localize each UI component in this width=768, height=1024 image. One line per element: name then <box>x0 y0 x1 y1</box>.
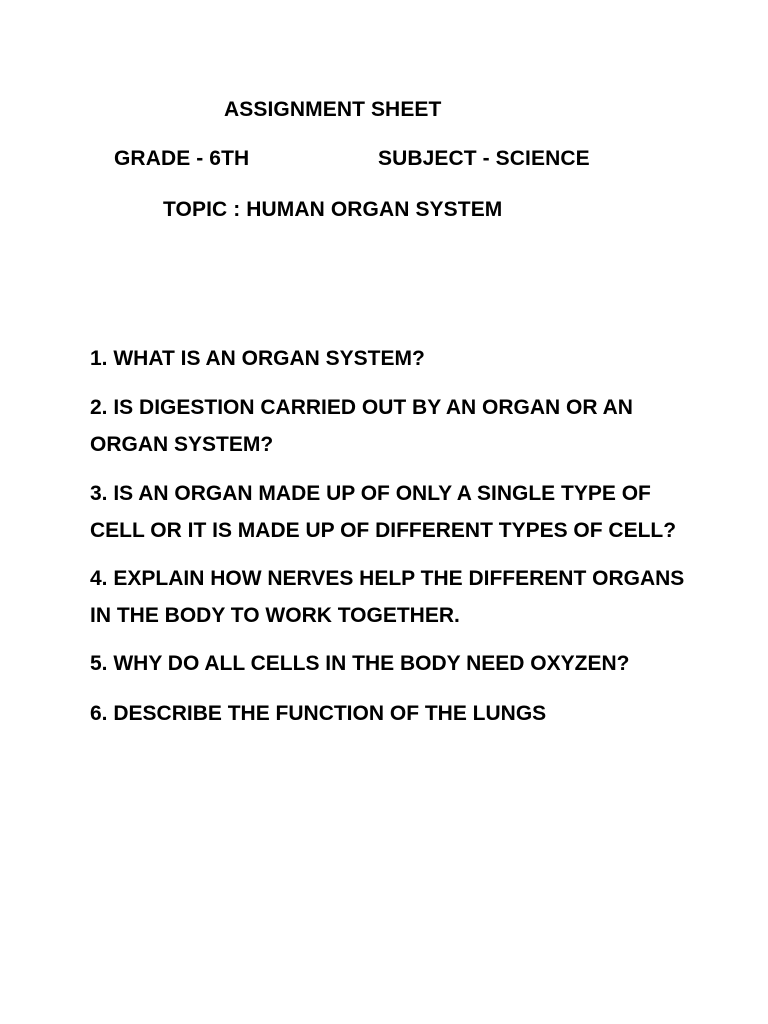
topic-label: TOPIC : HUMAN ORGAN SYSTEM <box>163 198 503 221</box>
question-1: 1. WHAT IS AN ORGAN SYSTEM? <box>90 347 425 370</box>
subject-label: SUBJECT - SCIENCE <box>378 147 590 170</box>
question-2: 2. IS DIGESTION CARRIED OUT BY AN ORGAN OR AN ORGAN SYSTEM? <box>90 396 633 456</box>
question-5: 5. WHY DO ALL CELLS IN THE BODY NEED OXYZEN? <box>90 652 630 675</box>
question-4: 4. EXPLAIN HOW NERVES HELP THE DIFFERENT ORGANS IN THE BODY TO WORK TOGETHER. <box>90 567 685 627</box>
question-6: 6. DESCRIBE THE FUNCTION OF THE LUNGS <box>90 702 547 725</box>
question-3: 3. IS AN ORGAN MADE UP OF ONLY A SINGLE TYPE OF CELL OR IT IS MADE UP OF DIFFERENT TYPES OF CELL? <box>90 482 677 542</box>
grade-label: GRADE - 6TH <box>114 147 250 170</box>
assignment-title: ASSIGNMENT SHEET <box>224 98 442 121</box>
